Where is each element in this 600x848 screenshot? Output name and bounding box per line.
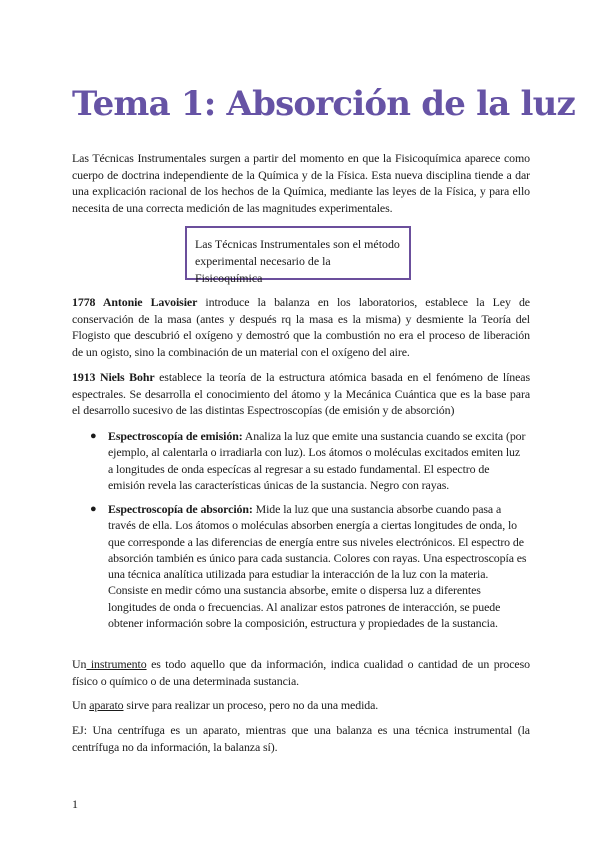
aparato-term: aparato xyxy=(89,698,124,712)
lavoisier-label: 1778 Antonie Lavoisier xyxy=(72,295,198,309)
bullet-dot-icon: ● xyxy=(90,503,97,515)
example-paragraph: EJ: Una centrífuga es un aparato, mientras que una balanza es una técnica instrumental (la centrífuga no da información, la balanza sí). xyxy=(72,723,530,754)
bohr-label: 1913 Niels Bohr xyxy=(72,370,155,384)
instrumento-paragraph xyxy=(72,656,530,689)
lavoisier-text: introduce la balanza en los laboratorios, establece la Ley de conservación de la masa (antes y después rq la masa es la misma) y desmiente la Teoría del Flogisto que descubrió el oxígeno y demostró que la combustión no era el proceso de liberación de un ogisto, sino la combinación de un material con el oxígeno del aire. xyxy=(72,295,530,359)
bullet-emission-text: Analiza la luz que emite una sustancia cuando se excita (por ejemplo, al calentarla o irradiarla con luz). Los átomos o moléculas excitados emiten luz a longitudes de onda especícas al regresar a su estado fundamental. El espectro de emisión revela las características únicas de la sustancia. Negro con rayas. xyxy=(108,429,526,492)
instrumento-term: instrumento xyxy=(86,657,147,671)
page-title: Tema 1: Absorción de la luz xyxy=(72,84,576,124)
instrumento-pre: Un xyxy=(72,657,87,671)
bullet-dot-icon: ● xyxy=(90,430,97,442)
bullet-item-absorption xyxy=(90,501,528,631)
instrumento-post: es todo aquello que da información, indica cualidad o cantidad de un proceso físico o químico o de una determinada sustancia. xyxy=(72,657,530,688)
bullet-absorption-label: Espectroscopía de absorción: xyxy=(108,502,253,516)
page-number: 1 xyxy=(72,797,78,811)
lavoisier-paragraph xyxy=(72,294,530,360)
bohr-paragraph xyxy=(72,369,530,419)
bullet-emission-label: Espectroscopía de emisión: xyxy=(108,429,243,443)
intro-paragraph: Las Técnicas Instrumentales surgen a partir del momento en que la Fisicoquímica aparece como cuerpo de doctrina independiente de la Química y de la Física. Esta nueva disciplina tiende a dar una explicación racional de los hechos de la Química, mediante las leyes de la Física, y para ello necesita de una correcta medición de las magnitudes experimentales. xyxy=(72,151,530,215)
bullet-absorption-text: Mide la luz que una sustancia absorbe cuando pasa a través de ella. Los átomos o moléculas absorben energía a ciertas longitudes de onda, lo que corresponde a las diferencias de energía entre sus niveles electrónicos. El espectro de absorción también es único para cada sustancia. Colores con rayas. Una espectroscopía es una técnica analítica utilizada para estudiar la interacción de la luz con la materia. Consiste en medir cómo una sustancia absorbe, emite o dispersa luz a diferentes longitudes de onda o frecuencias. Al analizar estos patrones de interacción, se puede obtener información sobre la composición, estructura y propiedades de la sustancia. xyxy=(108,502,527,631)
bullet-item-emission xyxy=(90,428,528,493)
bohr-text: establece la teoría de la estructura atómica basada en el fenómeno de líneas espectrales. Se desarrolla el conocimiento del átomo y la Mecánica Cuántica que es la base para el desarrollo sucesivo de las distintas Espectroscopías (de emisión y de absorción) xyxy=(72,370,530,417)
callout-box xyxy=(185,226,411,285)
aparato-pre: Un xyxy=(72,698,90,712)
aparato-post: sirve para realizar un proceso, pero no da una medida. xyxy=(123,698,379,712)
aparato-paragraph xyxy=(72,697,530,714)
callout-text: Las Técnicas Instrumentales son el método experimental necesario de la Fisicoquímica xyxy=(195,237,400,285)
